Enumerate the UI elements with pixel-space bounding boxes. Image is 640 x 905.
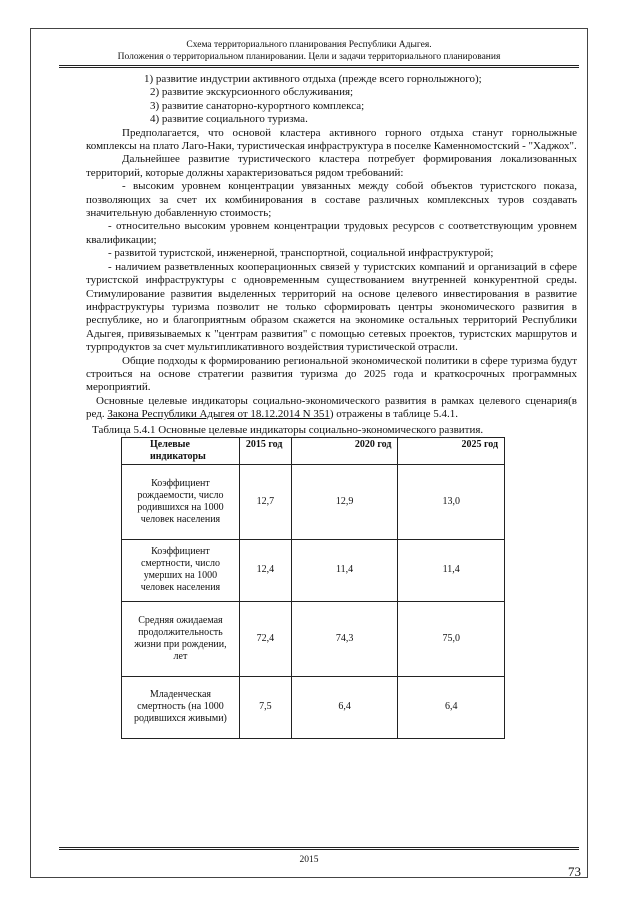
table-caption: Таблица 5.4.1 Основные целевые индикаторы социально-экономического развития.	[92, 423, 484, 436]
page-frame	[30, 28, 588, 878]
paragraph: Общие подходы к формированию региональной экономической политики в сфере туризма будут строиться на основе стратегии развития туризма до 2025 года и краткосрочных программных мероприятий.	[86, 354, 577, 394]
value-cell: 12,4	[239, 539, 291, 601]
header-title-line: Схема территориального планирования Республики Адыгея.	[186, 40, 432, 50]
page-number: 73	[568, 864, 581, 879]
column-header: 2025 год	[398, 437, 505, 464]
paragraph	[86, 395, 577, 422]
list-item: 2) развитие экскурсионного обслуживания;	[150, 86, 354, 99]
value-cell: 75,0	[398, 601, 505, 676]
paragraph-text: Основные целевые индикаторы социально-экономического развития в рамках целевого сценария(в ред.	[86, 394, 577, 421]
value-cell: 11,4	[291, 539, 398, 601]
indicator-cell: Коэффициент рождаемости, число родившихся на 1000 человек населения	[122, 464, 240, 539]
table-row	[122, 464, 505, 539]
indicator-cell: Средняя ожидаемая продолжительность жизни при рождении, лет	[122, 601, 240, 676]
paragraph: Дальнейшее развитие туристического кластера потребует формирования локализованных территорий, которые должны характеризоваться рядом требований:	[86, 153, 577, 179]
requirement-item: - развитой туристской, инженерной, транспортной, социальной инфраструктурой;	[108, 247, 494, 260]
list-item: 4) развитие социального туризма.	[150, 113, 308, 126]
column-header: 2015 год	[239, 437, 291, 464]
indicator-cell: Коэффициент смертности, число умерших на 1000 человек населения	[122, 539, 240, 601]
footer-divider	[59, 847, 579, 850]
table-row	[122, 676, 505, 738]
table-row	[122, 601, 505, 676]
indicator-cell: Младенческая смертность (на 1000 родившихся живыми)	[122, 676, 240, 738]
header-divider	[59, 65, 579, 68]
column-header: Целевые индикаторы	[122, 437, 240, 464]
value-cell: 12,9	[291, 464, 398, 539]
value-cell: 74,3	[291, 601, 398, 676]
list-item: 1) развитие индустрии активного отдыха (прежде всего горнолыжного);	[144, 73, 482, 85]
column-header: 2020 год	[291, 437, 398, 464]
page-header	[31, 39, 587, 63]
value-cell: 13,0	[398, 464, 505, 539]
list-item: 3) развитие санаторно-курортного комплекса;	[150, 99, 365, 112]
requirement-item: - высоким уровнем концентрации увязанных между собой объектов туристского показа, позволяющих за счет их комбинирования в составе различных комплексных туров создавать значительную добавленную стоимость;	[86, 180, 577, 220]
law-link[interactable]: Закона Республики Адыгея от 18.12.2014 N 351	[107, 408, 330, 421]
paragraph: Предполагается, что основой кластера активного горного отдыха станут горнолыжные комплексы на плато Лаго-Наки, туристическая инфраструктура в поселке Каменномостский - "Хаджох".	[86, 126, 577, 153]
value-cell: 6,4	[291, 676, 398, 738]
header-subtitle-line: Положения о территориальном планировании. Цели и задачи территориального планирования	[117, 52, 501, 62]
value-cell: 11,4	[398, 539, 505, 601]
value-cell: 72,4	[239, 601, 291, 676]
requirement-item: - наличием разветвленных кооперационных связей у туристских компаний и организаций в сфере туристской инфраструктуры с одновременным существованием внутренней конкурентной среды. Стимулирование развития выделенных территорий на основе целевого инвестирования в развитие инфраструктуры туризма позволит не только сформировать центры экономического развития в республике, но и благоприятным образом скажется на экономике остальных территорий Республики Адыгея, привязываемых к "центрам развития" с помощью сетевых проектов, туристских маршрутов и турпродуктов за счет мультипликативного воздействия туристической отрасли.	[86, 260, 577, 354]
value-cell: 7,5	[239, 676, 291, 738]
indicators-table	[121, 437, 505, 739]
paragraph-text: ) отражены в таблице 5.4.1.	[329, 408, 459, 421]
table-row	[122, 539, 505, 601]
table-header-row	[122, 437, 505, 464]
requirement-item: - относительно высоким уровнем концентрации трудовых ресурсов с соответствующим уровнем квалификации;	[86, 220, 577, 246]
footer-year: 2015	[299, 855, 319, 865]
value-cell: 6,4	[398, 676, 505, 738]
development-list	[86, 73, 577, 127]
document-body	[86, 73, 577, 739]
value-cell: 12,7	[239, 464, 291, 539]
